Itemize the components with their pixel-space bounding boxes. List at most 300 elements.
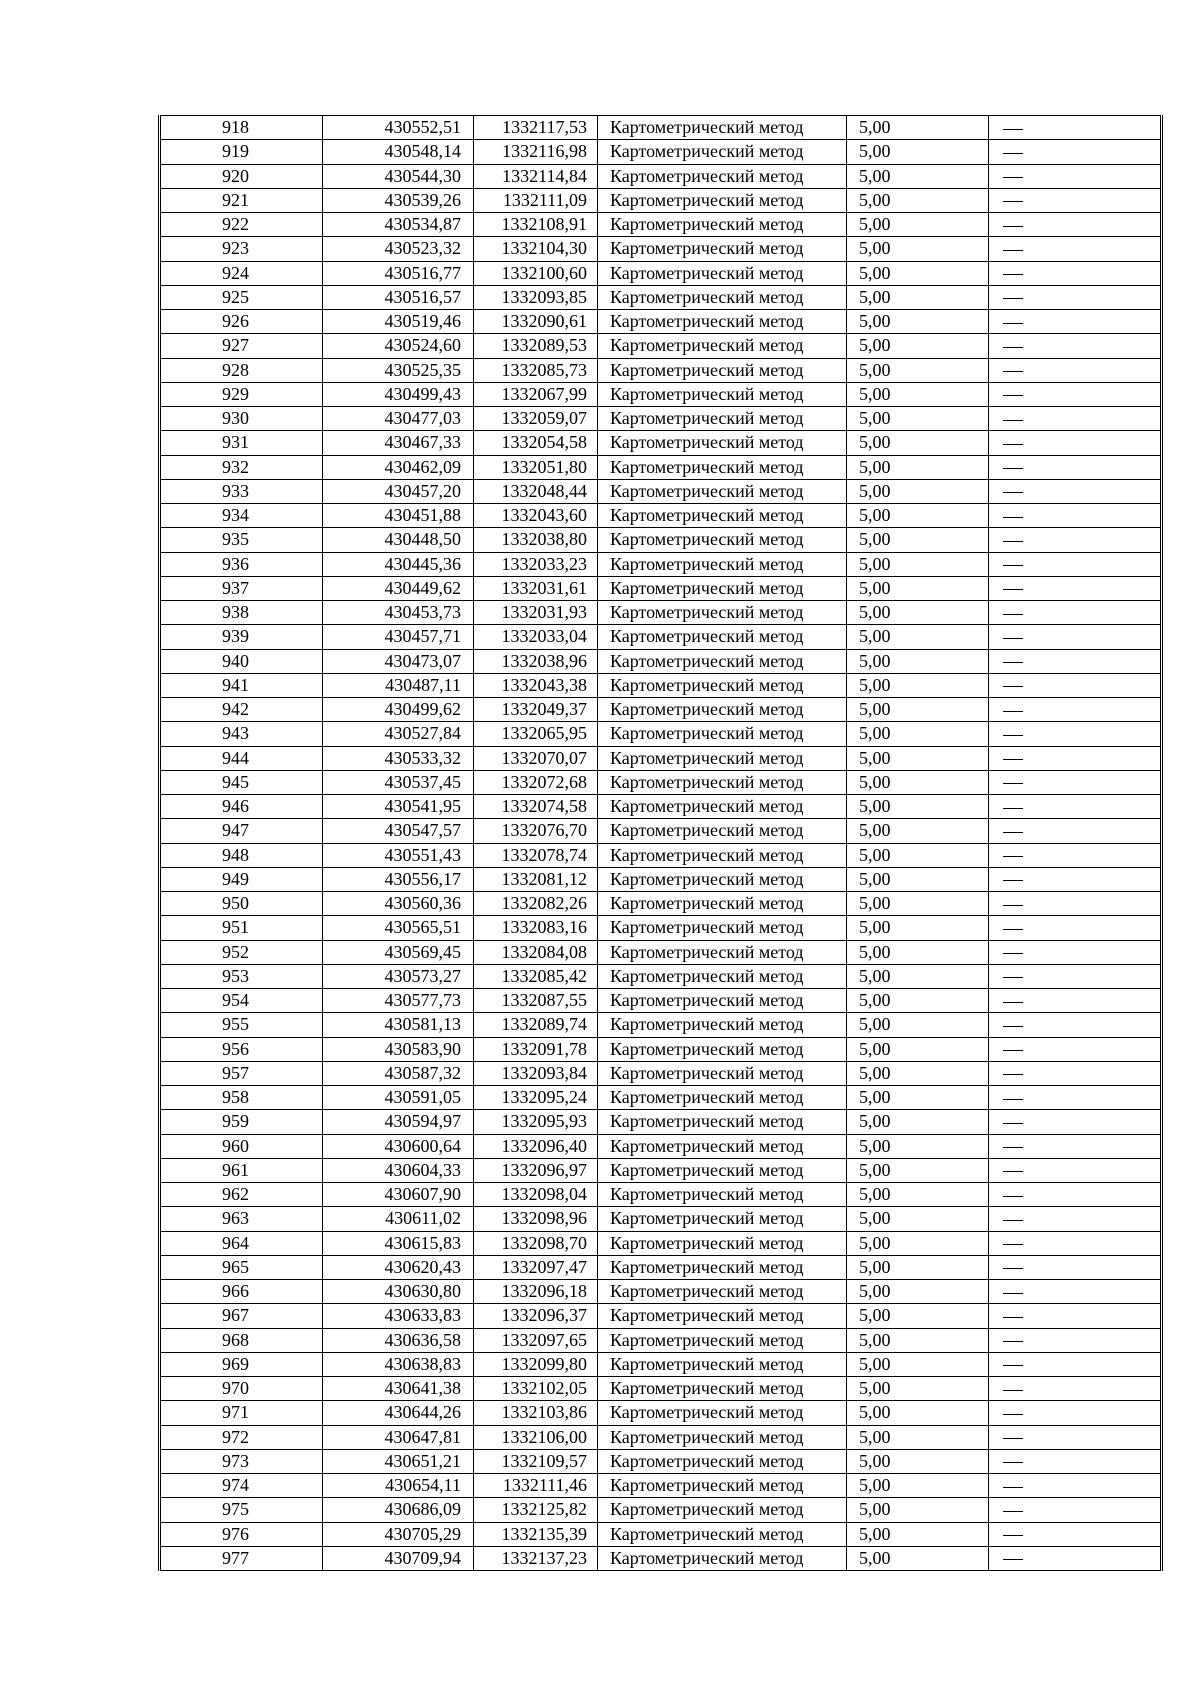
- x-coordinate-cell: 430644,26: [323, 1401, 474, 1425]
- description-cell: [989, 237, 1162, 261]
- table-row: [160, 1061, 1162, 1085]
- description-cell: [989, 698, 1162, 722]
- accuracy-cell: 5,00: [847, 1498, 989, 1522]
- description-cell: [989, 1134, 1162, 1158]
- dash-mark: [1003, 808, 1023, 809]
- table-row: [160, 916, 1162, 940]
- table-row: [160, 552, 1162, 576]
- method-cell: Картометрический метод: [598, 1207, 847, 1231]
- dash-mark: [1003, 1365, 1023, 1366]
- method-cell: Картометрический метод: [598, 673, 847, 697]
- y-coordinate-cell: 1332089,74: [474, 1013, 598, 1037]
- y-coordinate-cell: 1332108,91: [474, 213, 598, 237]
- table-row: [160, 940, 1162, 964]
- point-number-cell: 933: [160, 479, 323, 503]
- description-cell: [989, 334, 1162, 358]
- x-coordinate-cell: 430705,29: [323, 1522, 474, 1546]
- table-row: [160, 625, 1162, 649]
- description-cell: [989, 1280, 1162, 1304]
- x-coordinate-cell: 430551,43: [323, 843, 474, 867]
- point-number-cell: 947: [160, 819, 323, 843]
- point-number-cell: 922: [160, 213, 323, 237]
- accuracy-cell: 5,00: [847, 285, 989, 309]
- y-coordinate-cell: 1332098,96: [474, 1207, 598, 1231]
- y-coordinate-cell: 1332043,38: [474, 673, 598, 697]
- method-cell: Картометрический метод: [598, 261, 847, 285]
- accuracy-cell: 5,00: [847, 1158, 989, 1182]
- point-number-cell: 946: [160, 795, 323, 819]
- table-row: [160, 795, 1162, 819]
- x-coordinate-cell: 430467,33: [323, 431, 474, 455]
- point-number-cell: 943: [160, 722, 323, 746]
- y-coordinate-cell: 1332091,78: [474, 1037, 598, 1061]
- y-coordinate-cell: 1332083,16: [474, 916, 598, 940]
- dash-mark: [1003, 565, 1023, 566]
- accuracy-cell: 5,00: [847, 382, 989, 406]
- point-number-cell: 954: [160, 989, 323, 1013]
- description-cell: [989, 795, 1162, 819]
- description-cell: [989, 407, 1162, 431]
- description-cell: [989, 1255, 1162, 1279]
- y-coordinate-cell: 1332097,65: [474, 1328, 598, 1352]
- x-coordinate-cell: 430607,90: [323, 1183, 474, 1207]
- x-coordinate-cell: 430651,21: [323, 1449, 474, 1473]
- table-row: [160, 892, 1162, 916]
- table-row: [160, 673, 1162, 697]
- accuracy-cell: 5,00: [847, 601, 989, 625]
- point-number-cell: 926: [160, 310, 323, 334]
- x-coordinate-cell: 430462,09: [323, 455, 474, 479]
- accuracy-cell: 5,00: [847, 1474, 989, 1498]
- table-row: [160, 1449, 1162, 1473]
- description-cell: [989, 1061, 1162, 1085]
- method-cell: Картометрический метод: [598, 916, 847, 940]
- table-row: [160, 407, 1162, 431]
- x-coordinate-cell: 430516,57: [323, 285, 474, 309]
- y-coordinate-cell: 1332054,58: [474, 431, 598, 455]
- y-coordinate-cell: 1332099,80: [474, 1352, 598, 1376]
- y-coordinate-cell: 1332102,05: [474, 1377, 598, 1401]
- method-cell: Картометрический метод: [598, 116, 847, 140]
- description-cell: [989, 989, 1162, 1013]
- description-cell: [989, 940, 1162, 964]
- description-cell: [989, 479, 1162, 503]
- x-coordinate-cell: 430615,83: [323, 1231, 474, 1255]
- point-number-cell: 936: [160, 552, 323, 576]
- y-coordinate-cell: 1332111,09: [474, 188, 598, 212]
- point-number-cell: 972: [160, 1425, 323, 1449]
- x-coordinate-cell: 430552,51: [323, 116, 474, 140]
- y-coordinate-cell: 1332095,24: [474, 1086, 598, 1110]
- x-coordinate-cell: 430516,77: [323, 261, 474, 285]
- description-cell: [989, 310, 1162, 334]
- accuracy-cell: 5,00: [847, 504, 989, 528]
- table-row: [160, 237, 1162, 261]
- dash-mark: [1003, 129, 1023, 130]
- dash-mark: [1003, 444, 1023, 445]
- accuracy-cell: 5,00: [847, 334, 989, 358]
- y-coordinate-cell: 1332137,23: [474, 1546, 598, 1570]
- dash-mark: [1003, 735, 1023, 736]
- description-cell: [989, 867, 1162, 891]
- dash-mark: [1003, 1050, 1023, 1051]
- method-cell: Картометрический метод: [598, 528, 847, 552]
- method-cell: Картометрический метод: [598, 334, 847, 358]
- table-row: [160, 334, 1162, 358]
- accuracy-cell: 5,00: [847, 237, 989, 261]
- point-number-cell: 941: [160, 673, 323, 697]
- point-number-cell: 959: [160, 1110, 323, 1134]
- y-coordinate-cell: 1332100,60: [474, 261, 598, 285]
- accuracy-cell: 5,00: [847, 140, 989, 164]
- table-row: [160, 1207, 1162, 1231]
- dash-mark: [1003, 662, 1023, 663]
- x-coordinate-cell: 430709,94: [323, 1546, 474, 1570]
- description-cell: [989, 1158, 1162, 1182]
- table-row: [160, 1474, 1162, 1498]
- table-row: [160, 382, 1162, 406]
- description-cell: [989, 455, 1162, 479]
- description-cell: [989, 843, 1162, 867]
- point-number-cell: 918: [160, 116, 323, 140]
- method-cell: Картометрический метод: [598, 407, 847, 431]
- accuracy-cell: 5,00: [847, 964, 989, 988]
- point-number-cell: 942: [160, 698, 323, 722]
- method-cell: Картометрический метод: [598, 140, 847, 164]
- point-number-cell: 956: [160, 1037, 323, 1061]
- coordinates-table-body: [160, 116, 1162, 1571]
- dash-mark: [1003, 1196, 1023, 1197]
- dash-mark: [1003, 420, 1023, 421]
- coordinates-table: [158, 115, 1163, 1571]
- accuracy-cell: 5,00: [847, 625, 989, 649]
- point-number-cell: 976: [160, 1522, 323, 1546]
- table-row: [160, 285, 1162, 309]
- dash-mark: [1003, 638, 1023, 639]
- method-cell: Картометрический метод: [598, 1280, 847, 1304]
- x-coordinate-cell: 430453,73: [323, 601, 474, 625]
- description-cell: [989, 1304, 1162, 1328]
- x-coordinate-cell: 430591,05: [323, 1086, 474, 1110]
- description-cell: [989, 116, 1162, 140]
- description-cell: [989, 601, 1162, 625]
- description-cell: [989, 1037, 1162, 1061]
- table-row: [160, 1255, 1162, 1279]
- dash-mark: [1003, 929, 1023, 930]
- table-row: [160, 576, 1162, 600]
- x-coordinate-cell: 430611,02: [323, 1207, 474, 1231]
- y-coordinate-cell: 1332096,97: [474, 1158, 598, 1182]
- accuracy-cell: 5,00: [847, 1061, 989, 1085]
- accuracy-cell: 5,00: [847, 1110, 989, 1134]
- point-number-cell: 927: [160, 334, 323, 358]
- point-number-cell: 955: [160, 1013, 323, 1037]
- accuracy-cell: 5,00: [847, 795, 989, 819]
- point-number-cell: 969: [160, 1352, 323, 1376]
- point-number-cell: 965: [160, 1255, 323, 1279]
- table-row: [160, 1183, 1162, 1207]
- point-number-cell: 966: [160, 1280, 323, 1304]
- y-coordinate-cell: 1332116,98: [474, 140, 598, 164]
- dash-mark: [1003, 153, 1023, 154]
- method-cell: Картометрический метод: [598, 1328, 847, 1352]
- description-cell: [989, 1352, 1162, 1376]
- x-coordinate-cell: 430620,43: [323, 1255, 474, 1279]
- accuracy-cell: 5,00: [847, 576, 989, 600]
- x-coordinate-cell: 430534,87: [323, 213, 474, 237]
- y-coordinate-cell: 1332049,37: [474, 698, 598, 722]
- y-coordinate-cell: 1332033,23: [474, 552, 598, 576]
- method-cell: Картометрический метод: [598, 989, 847, 1013]
- dash-mark: [1003, 1438, 1023, 1439]
- dash-mark: [1003, 1268, 1023, 1269]
- y-coordinate-cell: 1332106,00: [474, 1425, 598, 1449]
- method-cell: Картометрический метод: [598, 867, 847, 891]
- dash-mark: [1003, 492, 1023, 493]
- point-number-cell: 951: [160, 916, 323, 940]
- y-coordinate-cell: 1332038,80: [474, 528, 598, 552]
- description-cell: [989, 1183, 1162, 1207]
- table-row: [160, 358, 1162, 382]
- method-cell: Картометрический метод: [598, 625, 847, 649]
- table-row: [160, 431, 1162, 455]
- description-cell: [989, 528, 1162, 552]
- description-cell: [989, 964, 1162, 988]
- y-coordinate-cell: 1332038,96: [474, 649, 598, 673]
- y-coordinate-cell: 1332087,55: [474, 989, 598, 1013]
- method-cell: Картометрический метод: [598, 1061, 847, 1085]
- method-cell: Картометрический метод: [598, 1158, 847, 1182]
- dash-mark: [1003, 1074, 1023, 1075]
- y-coordinate-cell: 1332089,53: [474, 334, 598, 358]
- accuracy-cell: 5,00: [847, 455, 989, 479]
- table-row: [160, 1401, 1162, 1425]
- method-cell: Картометрический метод: [598, 358, 847, 382]
- accuracy-cell: 5,00: [847, 673, 989, 697]
- y-coordinate-cell: 1332067,99: [474, 382, 598, 406]
- x-coordinate-cell: 430524,60: [323, 334, 474, 358]
- x-coordinate-cell: 430630,80: [323, 1280, 474, 1304]
- y-coordinate-cell: 1332065,95: [474, 722, 598, 746]
- accuracy-cell: 5,00: [847, 843, 989, 867]
- accuracy-cell: 5,00: [847, 213, 989, 237]
- point-number-cell: 964: [160, 1231, 323, 1255]
- method-cell: Картометрический метод: [598, 552, 847, 576]
- dash-mark: [1003, 1462, 1023, 1463]
- method-cell: Картометрический метод: [598, 1449, 847, 1473]
- y-coordinate-cell: 1332125,82: [474, 1498, 598, 1522]
- x-coordinate-cell: 430541,95: [323, 795, 474, 819]
- x-coordinate-cell: 430556,17: [323, 867, 474, 891]
- description-cell: [989, 892, 1162, 916]
- accuracy-cell: 5,00: [847, 1280, 989, 1304]
- table-row: [160, 1352, 1162, 1376]
- description-cell: [989, 261, 1162, 285]
- point-number-cell: 970: [160, 1377, 323, 1401]
- x-coordinate-cell: 430499,62: [323, 698, 474, 722]
- dash-mark: [1003, 1293, 1023, 1294]
- method-cell: Картометрический метод: [598, 746, 847, 770]
- point-number-cell: 938: [160, 601, 323, 625]
- dash-mark: [1003, 517, 1023, 518]
- point-number-cell: 973: [160, 1449, 323, 1473]
- description-cell: [989, 431, 1162, 455]
- dash-mark: [1003, 1002, 1023, 1003]
- dash-mark: [1003, 1559, 1023, 1560]
- dash-mark: [1003, 783, 1023, 784]
- dash-mark: [1003, 201, 1023, 202]
- table-row: [160, 1328, 1162, 1352]
- y-coordinate-cell: 1332090,61: [474, 310, 598, 334]
- dash-mark: [1003, 298, 1023, 299]
- x-coordinate-cell: 430565,51: [323, 916, 474, 940]
- dash-mark: [1003, 1244, 1023, 1245]
- table-row: [160, 213, 1162, 237]
- method-cell: Картометрический метод: [598, 1498, 847, 1522]
- description-cell: [989, 649, 1162, 673]
- accuracy-cell: 5,00: [847, 407, 989, 431]
- accuracy-cell: 5,00: [847, 1255, 989, 1279]
- y-coordinate-cell: 1332076,70: [474, 819, 598, 843]
- description-cell: [989, 1207, 1162, 1231]
- method-cell: Картометрический метод: [598, 382, 847, 406]
- x-coordinate-cell: 430581,13: [323, 1013, 474, 1037]
- y-coordinate-cell: 1332097,47: [474, 1255, 598, 1279]
- point-number-cell: 957: [160, 1061, 323, 1085]
- point-number-cell: 920: [160, 164, 323, 188]
- dash-mark: [1003, 323, 1023, 324]
- dash-mark: [1003, 856, 1023, 857]
- dash-mark: [1003, 1147, 1023, 1148]
- point-number-cell: 935: [160, 528, 323, 552]
- dash-mark: [1003, 274, 1023, 275]
- table-row: [160, 1158, 1162, 1182]
- dash-mark: [1003, 1487, 1023, 1488]
- method-cell: Картометрический метод: [598, 722, 847, 746]
- point-number-cell: 953: [160, 964, 323, 988]
- method-cell: Картометрический метод: [598, 576, 847, 600]
- description-cell: [989, 164, 1162, 188]
- x-coordinate-cell: 430638,83: [323, 1352, 474, 1376]
- point-number-cell: 929: [160, 382, 323, 406]
- description-cell: [989, 1522, 1162, 1546]
- x-coordinate-cell: 430686,09: [323, 1498, 474, 1522]
- method-cell: Картометрический метод: [598, 601, 847, 625]
- method-cell: Картометрический метод: [598, 964, 847, 988]
- x-coordinate-cell: 430457,71: [323, 625, 474, 649]
- method-cell: Картометрический метод: [598, 164, 847, 188]
- point-number-cell: 971: [160, 1401, 323, 1425]
- description-cell: [989, 285, 1162, 309]
- dash-mark: [1003, 589, 1023, 590]
- method-cell: Картометрический метод: [598, 431, 847, 455]
- description-cell: [989, 1231, 1162, 1255]
- method-cell: Картометрический метод: [598, 1474, 847, 1498]
- point-number-cell: 931: [160, 431, 323, 455]
- y-coordinate-cell: 1332082,26: [474, 892, 598, 916]
- dash-mark: [1003, 1123, 1023, 1124]
- accuracy-cell: 5,00: [847, 916, 989, 940]
- x-coordinate-cell: 430448,50: [323, 528, 474, 552]
- y-coordinate-cell: 1332078,74: [474, 843, 598, 867]
- table-row: [160, 964, 1162, 988]
- point-number-cell: 977: [160, 1546, 323, 1570]
- x-coordinate-cell: 430647,81: [323, 1425, 474, 1449]
- x-coordinate-cell: 430451,88: [323, 504, 474, 528]
- x-coordinate-cell: 430544,30: [323, 164, 474, 188]
- y-coordinate-cell: 1332048,44: [474, 479, 598, 503]
- dash-mark: [1003, 1099, 1023, 1100]
- method-cell: Картометрический метод: [598, 1352, 847, 1376]
- x-coordinate-cell: 430587,32: [323, 1061, 474, 1085]
- table-row: [160, 601, 1162, 625]
- y-coordinate-cell: 1332103,86: [474, 1401, 598, 1425]
- description-cell: [989, 1328, 1162, 1352]
- x-coordinate-cell: 430487,11: [323, 673, 474, 697]
- table-row: [160, 140, 1162, 164]
- method-cell: Картометрический метод: [598, 1013, 847, 1037]
- table-row: [160, 164, 1162, 188]
- method-cell: Картометрический метод: [598, 1086, 847, 1110]
- x-coordinate-cell: 430569,45: [323, 940, 474, 964]
- accuracy-cell: 5,00: [847, 188, 989, 212]
- y-coordinate-cell: 1332043,60: [474, 504, 598, 528]
- method-cell: Картометрический метод: [598, 213, 847, 237]
- accuracy-cell: 5,00: [847, 867, 989, 891]
- method-cell: Картометрический метод: [598, 188, 847, 212]
- table-row: [160, 1304, 1162, 1328]
- accuracy-cell: 5,00: [847, 1134, 989, 1158]
- x-coordinate-cell: 430604,33: [323, 1158, 474, 1182]
- x-coordinate-cell: 430527,84: [323, 722, 474, 746]
- dash-mark: [1003, 1317, 1023, 1318]
- y-coordinate-cell: 1332070,07: [474, 746, 598, 770]
- y-coordinate-cell: 1332095,93: [474, 1110, 598, 1134]
- description-cell: [989, 1110, 1162, 1134]
- y-coordinate-cell: 1332031,61: [474, 576, 598, 600]
- point-number-cell: 975: [160, 1498, 323, 1522]
- y-coordinate-cell: 1332096,18: [474, 1280, 598, 1304]
- point-number-cell: 974: [160, 1474, 323, 1498]
- description-cell: [989, 746, 1162, 770]
- x-coordinate-cell: 430636,58: [323, 1328, 474, 1352]
- dash-mark: [1003, 1414, 1023, 1415]
- point-number-cell: 923: [160, 237, 323, 261]
- y-coordinate-cell: 1332135,39: [474, 1522, 598, 1546]
- accuracy-cell: 5,00: [847, 746, 989, 770]
- table-row: [160, 649, 1162, 673]
- accuracy-cell: 5,00: [847, 892, 989, 916]
- table-row: [160, 722, 1162, 746]
- y-coordinate-cell: 1332093,85: [474, 285, 598, 309]
- table-row: [160, 989, 1162, 1013]
- table-row: [160, 504, 1162, 528]
- method-cell: Картометрический метод: [598, 1546, 847, 1570]
- table-row: [160, 1134, 1162, 1158]
- table-row: [160, 770, 1162, 794]
- dash-mark: [1003, 395, 1023, 396]
- point-number-cell: 928: [160, 358, 323, 382]
- method-cell: Картометрический метод: [598, 649, 847, 673]
- method-cell: Картометрический метод: [598, 819, 847, 843]
- method-cell: Картометрический метод: [598, 940, 847, 964]
- method-cell: Картометрический метод: [598, 1522, 847, 1546]
- description-cell: [989, 1498, 1162, 1522]
- dash-mark: [1003, 226, 1023, 227]
- dash-mark: [1003, 371, 1023, 372]
- x-coordinate-cell: 430449,62: [323, 576, 474, 600]
- x-coordinate-cell: 430519,46: [323, 310, 474, 334]
